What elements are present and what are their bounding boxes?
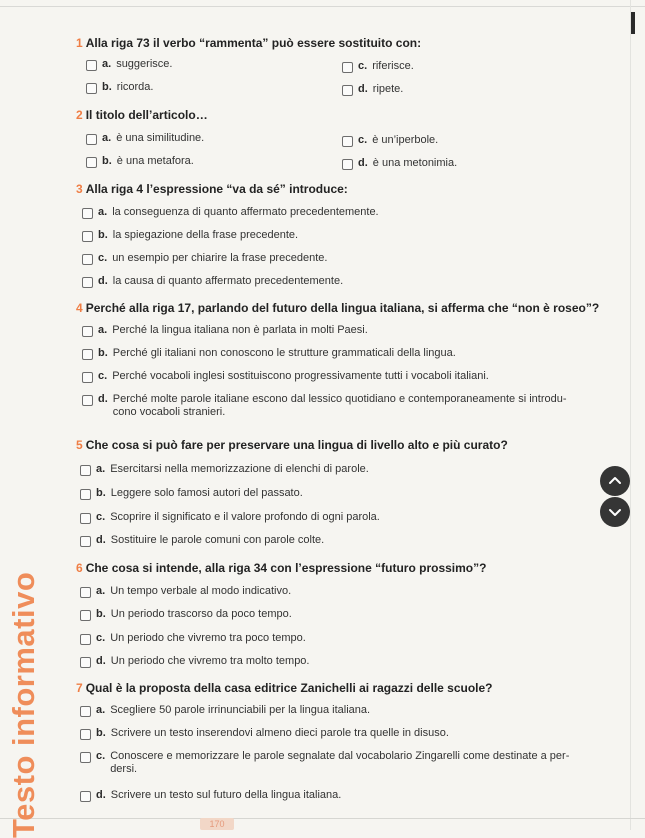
option-6c[interactable]: c. Un periodo che vivremo tra poco tempo. <box>80 632 306 645</box>
option-4a[interactable]: a. Perché la lingua italiana non è parlata in molti Paesi. <box>82 324 368 337</box>
option-4d[interactable]: d. Perché molte parole italiane escono dal lessico quotidiano e contemporaneamente si introdu- cono vocaboli stranieri. <box>82 393 622 419</box>
checkbox[interactable] <box>342 62 353 73</box>
page-edge-mark <box>631 12 635 34</box>
option-1a[interactable]: a. suggerisce. <box>86 58 172 71</box>
chevron-up-icon <box>608 474 622 488</box>
option-7a[interactable]: a. Scegliere 50 parole irrinunciabili per la lingua italiana. <box>80 704 370 717</box>
question-2 <box>76 108 208 122</box>
question-text: Il titolo dell’articolo… <box>85 108 208 122</box>
right-rule <box>630 0 631 830</box>
question-6 <box>76 561 486 575</box>
chevron-down-icon <box>608 505 622 519</box>
checkbox[interactable] <box>86 134 97 145</box>
option-1c[interactable]: c. riferisce. <box>342 60 414 73</box>
question-text: Che cosa si intende, alla riga 34 con l’espressione “futuro prossimo”? <box>85 561 487 575</box>
option-2c[interactable]: c. è un’iperbole. <box>342 134 438 147</box>
option-5d[interactable]: d. Sostituire le parole comuni con parole colte. <box>80 534 324 547</box>
checkbox[interactable] <box>86 83 97 94</box>
sidebar-label: Testo informativo <box>6 571 41 838</box>
question-4 <box>76 301 599 315</box>
checkbox[interactable] <box>342 85 353 96</box>
option-5b[interactable]: b. Leggere solo famosi autori del passato. <box>80 487 303 500</box>
checkbox[interactable] <box>82 231 93 242</box>
option-6b[interactable]: b. Un periodo trascorso da poco tempo. <box>80 608 292 621</box>
question-number: 4 <box>76 301 83 315</box>
question-number: 1 <box>76 36 83 50</box>
question-7 <box>76 681 493 695</box>
checkbox[interactable] <box>82 349 93 360</box>
checkbox[interactable] <box>80 513 91 524</box>
checkbox[interactable] <box>80 752 91 763</box>
question-text: Alla riga 4 l’espressione “va da sé” introduce: <box>85 182 348 196</box>
option-3c[interactable]: c. un esempio per chiarire la frase precedente. <box>82 252 327 265</box>
option-4b[interactable]: b. Perché gli italiani non conoscono le strutture grammaticali della lingua. <box>82 347 456 360</box>
scroll-down-button[interactable] <box>600 497 630 527</box>
checkbox[interactable] <box>80 587 91 598</box>
sidebar <box>6 540 48 838</box>
option-1b[interactable]: b. ricorda. <box>86 81 153 94</box>
checkbox[interactable] <box>342 159 353 170</box>
option-1d[interactable]: d. ripete. <box>342 83 403 96</box>
option-3a[interactable]: a. la conseguenza di quanto affermato precedentemente. <box>82 206 379 219</box>
question-1 <box>76 36 421 50</box>
question-text: Qual è la proposta della casa editrice Zanichelli ai ragazzi delle scuole? <box>85 681 493 695</box>
option-2a[interactable]: a. è una similitudine. <box>86 132 204 145</box>
checkbox[interactable] <box>80 489 91 500</box>
option-7c[interactable]: c. Conoscere e memorizzare le parole segnalate dal vocabolario Zingarelli come destinate a per- dersi. <box>80 750 625 776</box>
question-number: 5 <box>76 438 83 452</box>
checkbox[interactable] <box>82 326 93 337</box>
checkbox[interactable] <box>342 136 353 147</box>
question-number: 7 <box>76 681 83 695</box>
option-5c[interactable]: c. Scoprire il significato e il valore profondo di ogni parola. <box>80 511 380 524</box>
checkbox[interactable] <box>80 791 91 802</box>
option-3d[interactable]: d. la causa di quanto affermato precedentemente. <box>82 275 343 288</box>
checkbox[interactable] <box>86 157 97 168</box>
page-number: 170 <box>200 818 234 830</box>
option-2d[interactable]: d. è una metonimia. <box>342 157 457 170</box>
option-3b[interactable]: b. la spiegazione della frase precedente. <box>82 229 298 242</box>
checkbox[interactable] <box>80 706 91 717</box>
option-7d[interactable]: d. Scrivere un testo sul futuro della lingua italiana. <box>80 789 341 802</box>
option-2b[interactable]: b. è una metafora. <box>86 155 194 168</box>
checkbox[interactable] <box>86 60 97 71</box>
bottom-rule <box>0 818 645 819</box>
question-number: 2 <box>76 108 83 122</box>
checkbox[interactable] <box>82 208 93 219</box>
checkbox[interactable] <box>80 634 91 645</box>
question-text: Perché alla riga 17, parlando del futuro della lingua italiana, si afferma che “non è roseo”? <box>85 301 600 315</box>
checkbox[interactable] <box>82 395 93 406</box>
option-4c[interactable]: c. Perché vocaboli inglesi sostituiscono progressivamente tutti i vocaboli italiani. <box>82 370 489 383</box>
option-5a[interactable]: a. Esercitarsi nella memorizzazione di elenchi di parole. <box>80 463 369 476</box>
checkbox[interactable] <box>82 372 93 383</box>
checkbox[interactable] <box>80 536 91 547</box>
checkbox[interactable] <box>82 277 93 288</box>
option-6a[interactable]: a. Un tempo verbale al modo indicativo. <box>80 585 291 598</box>
top-rule <box>0 6 645 7</box>
checkbox[interactable] <box>80 610 91 621</box>
checkbox[interactable] <box>80 465 91 476</box>
question-number: 6 <box>76 561 83 575</box>
checkbox[interactable] <box>80 657 91 668</box>
question-text: Che cosa si può fare per preservare una lingua di livello alto e più curato? <box>85 438 508 452</box>
option-6d[interactable]: d. Un periodo che vivremo tra molto tempo. <box>80 655 309 668</box>
question-text: Alla riga 73 il verbo “rammenta” può essere sostituito con: <box>85 36 422 50</box>
checkbox[interactable] <box>80 729 91 740</box>
question-number: 3 <box>76 182 83 196</box>
question-3 <box>76 182 348 196</box>
option-7b[interactable]: b. Scrivere un testo inserendovi almeno dieci parole tra quelle in disuso. <box>80 727 449 740</box>
checkbox[interactable] <box>82 254 93 265</box>
question-5 <box>76 438 508 452</box>
scroll-up-button[interactable] <box>600 466 630 496</box>
